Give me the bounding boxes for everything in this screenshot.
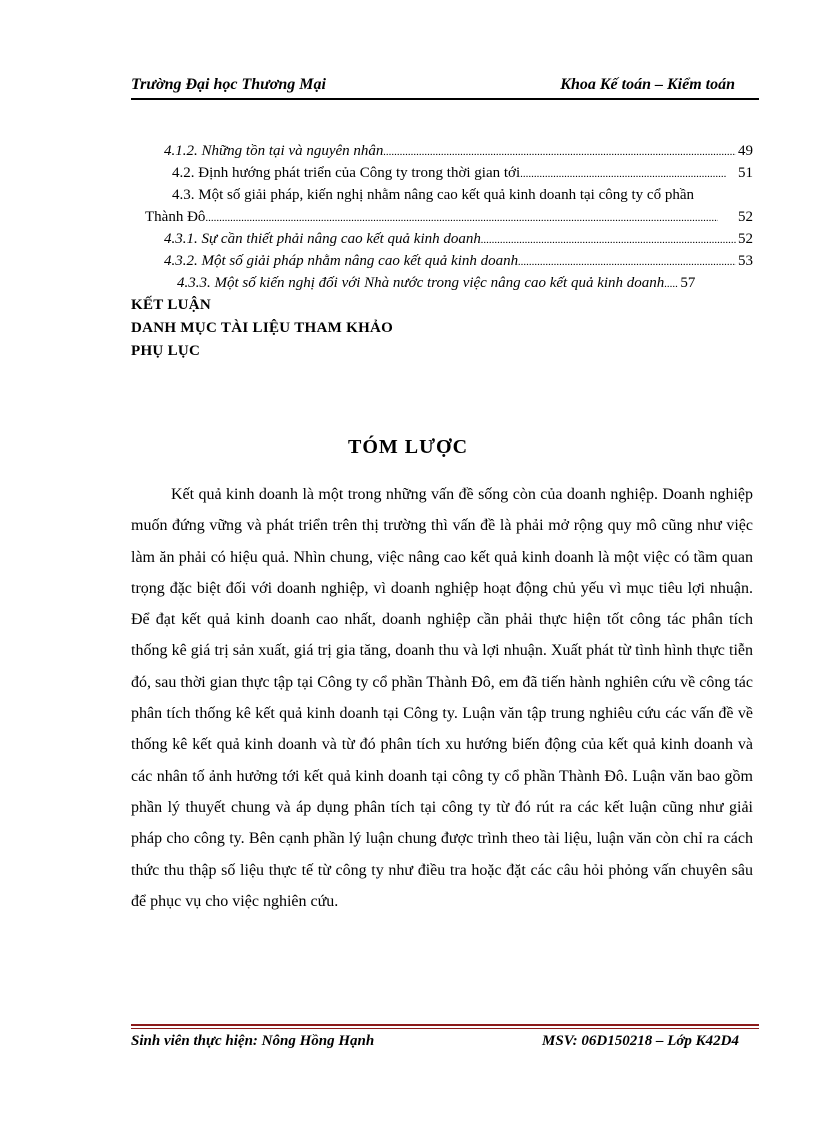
toc-page: 53 (738, 253, 753, 269)
toc-title: 4.1.2. Những tồn tại và nguyên nhân (164, 143, 384, 159)
toc-title: 4.3.2. Một số giải pháp nhằm nâng cao kết quả kinh doanh (164, 253, 519, 269)
toc-entry-4-3-2 (131, 250, 753, 272)
toc-entry-4-3-3 (131, 272, 753, 294)
toc-leader (205, 207, 718, 228)
toc-entry-4-3-line1: 4.3. Một số giải pháp, kiến nghị nhằm nâng cao kết quả kinh doanh tại công ty cổ phần (172, 187, 694, 203)
toc-page: 52 (738, 231, 753, 247)
toc-title: 4.3.1. Sự cần thiết phải nâng cao kết quả kinh doanh (164, 231, 481, 247)
toc-entry-4-3-line2 (131, 206, 753, 228)
toc-page: 49 (738, 143, 753, 159)
toc-leader (518, 251, 736, 272)
footer-student: Sinh viên thực hiện: Nông Hồng Hạnh (131, 1033, 375, 1049)
toc-entry-4-3-1 (131, 228, 753, 250)
toc-leader (664, 273, 678, 294)
toc-page: 51 (738, 165, 753, 181)
footer-rule-thick (131, 1024, 759, 1026)
toc-leader (481, 229, 736, 250)
summary-section (131, 479, 753, 917)
table-of-contents (131, 140, 753, 363)
toc-page: 57 (680, 275, 696, 291)
toc-entry-4-1-2 (131, 140, 753, 162)
toc-page: 52 (738, 209, 753, 225)
page-header (131, 76, 739, 100)
toc-appendix: PHỤ LỤC (131, 343, 201, 359)
header-rule (131, 98, 759, 100)
header-faculty: Khoa Kế toán – Kiểm toán (560, 76, 735, 93)
toc-entry-4-2 (131, 162, 753, 184)
toc-conclusion: KẾT LUẬN (131, 297, 212, 313)
header-school: Trường Đại học Thương Mại (131, 76, 326, 93)
footer-rule-thin (131, 1028, 759, 1029)
summary-paragraph: Kết quả kinh doanh là một trong những vấn đề sống còn của doanh nghiệp. Doanh nghiệp muốn đứng vững và phát triển trên thị trường thì vấn đề là phải mở rộng quy mô cũng như việc làm ăn phải có hiệu quả. Nhìn chung, việc nâng cao kết quả kinh doanh là một việc có tầm quan trọng đặc biệt đối với doanh nghiệp, vì doanh nghiệp hoạt động chủ yếu vì mục tiêu lợi nhuận. Để đạt kết quả kinh doanh cao nhất, doanh nghiệp cần phải thực hiện tốt công tác phân tích thống kê giá trị sản xuất, giá trị gia tăng, doanh thu và lợi nhuận. Xuất phát từ tình hình thực tiễn đó, sau thời gian thực tập tại Công ty cổ phần Thành Đô, em đã tiến hành nghiên cứu về công tác phân tích thống kê kết quả kinh doanh tại Công ty. Luận văn tập trung nghiêu cứu các vấn đề về thống kê kết quả kinh doanh và từ đó phân tích xu hướng biến động của kết quả kinh doanh và các nhân tố ảnh hưởng tới kết quả kinh doanh tại công ty cổ phần Thành Đô. Luận văn bao gồm phần lý thuyết chung và áp dụng phân tích tại công ty từ đó rút ra các kết luận cũng như giải pháp cho công ty. Bên cạnh phần lý luận chung được trình theo tài liệu, luận văn còn chỉ ra cách thức thu thập số liệu thực tế từ công ty như điều tra hoặc đặt các câu hỏi phỏng vấn chuyên sâu để phục vụ cho việc nghiên cứu. (131, 486, 753, 910)
page-footer (131, 1033, 739, 1057)
summary-heading: TÓM LƯỢC (347, 436, 469, 458)
toc-leader (383, 141, 736, 162)
toc-references: DANH MỤC TÀI LIỆU THAM KHẢO (131, 320, 394, 336)
toc-title: Thành Đô (145, 209, 206, 225)
toc-leader (520, 163, 726, 184)
footer-student-id: MSV: 06D150218 – Lớp K42D4 (542, 1033, 739, 1049)
toc-title: 4.3.3. Một số kiến nghị đối với Nhà nước trong việc nâng cao kết quả kinh doanh (177, 275, 665, 291)
toc-title: 4.2. Định hướng phát triển của Công ty trong thời gian tới (172, 165, 521, 181)
